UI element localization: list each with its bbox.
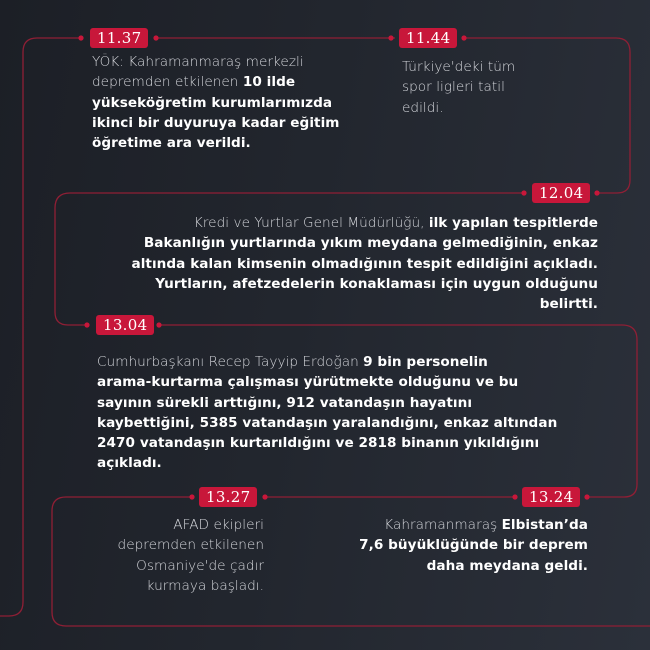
text-line: sayının sürekli arttığını, 912 vatandaşın hayatını — [97, 394, 473, 411]
text-line: AFAD ekipleri — [173, 517, 264, 533]
time-badge-1204: 12.04 — [532, 183, 590, 203]
text-line: kurmaya başladı. — [146, 577, 264, 594]
text-line: arama-kurtarma çalışması yürütmekte olduğunu ve bu — [97, 374, 519, 391]
text-line: Osmaniye'de çadır — [136, 557, 264, 574]
text-line: 7,6 büyüklüğünde bir deprem — [359, 537, 588, 554]
text-line: Yurtların, afetzedelerin konaklaması için uygun olduğunu — [155, 275, 598, 292]
text-line: Kahramanmaraş Elbistan’da — [384, 517, 588, 533]
time-badge-1144: 11.44 — [399, 28, 457, 48]
time-badge-1327: 13.27 — [199, 487, 257, 507]
time-badge-1324: 13.24 — [522, 487, 580, 507]
text-line: edildi. — [402, 99, 444, 116]
text-line: 2470 vatandaşın kurtarıldığını ve 2818 binanın yıkıldığını — [97, 435, 540, 452]
event-text-1137 — [92, 52, 392, 153]
text-line: kaybettiğini, 5385 vatandaşın yaralandığını, enkaz altından — [97, 414, 558, 431]
text-line: yükseköğretim kurumlarımızda — [92, 94, 333, 111]
text-line: depremden etkilenen 10 ilde — [92, 74, 296, 91]
event-text-1144 — [402, 57, 602, 118]
text-line: Bakanlığın yurtlarında yıkım meydana gelmediğinin, enkaz — [143, 235, 598, 252]
text-line: Türkiye'deki tüm — [402, 59, 516, 75]
text-line: spor ligleri tatil — [402, 79, 505, 96]
text-line: Cumhurbaşkanı Recep Tayyip Erdoğan 9 bin personelin — [97, 354, 488, 370]
text-line: daha meydana geldi. — [426, 557, 588, 574]
event-text-1304 — [97, 352, 617, 474]
text-line: belirtti. — [539, 296, 598, 313]
event-text-1204 — [40, 213, 598, 314]
text-line: ikinci bir duyuruya kadar eğitim — [92, 114, 340, 131]
text-line: açıkladı. — [97, 455, 162, 472]
time-badge-1137: 11.37 — [90, 28, 148, 48]
time-badge-1304: 13.04 — [96, 315, 154, 335]
text-line: depremden etkilenen — [117, 537, 264, 554]
text-line: öğretime ara verildi. — [92, 135, 251, 152]
text-line: altında kalan kimsenin olmadığının tespit edildiğini açıkladı. — [131, 255, 598, 272]
event-text-1327 — [60, 515, 264, 596]
event-text-1324 — [300, 515, 588, 576]
text-line: YÖK: Kahramanmaraş merkezli — [92, 54, 304, 70]
text-line: Kredi ve Yurtlar Genel Müdürlüğü, ilk yapılan tespitlerde — [193, 215, 598, 231]
